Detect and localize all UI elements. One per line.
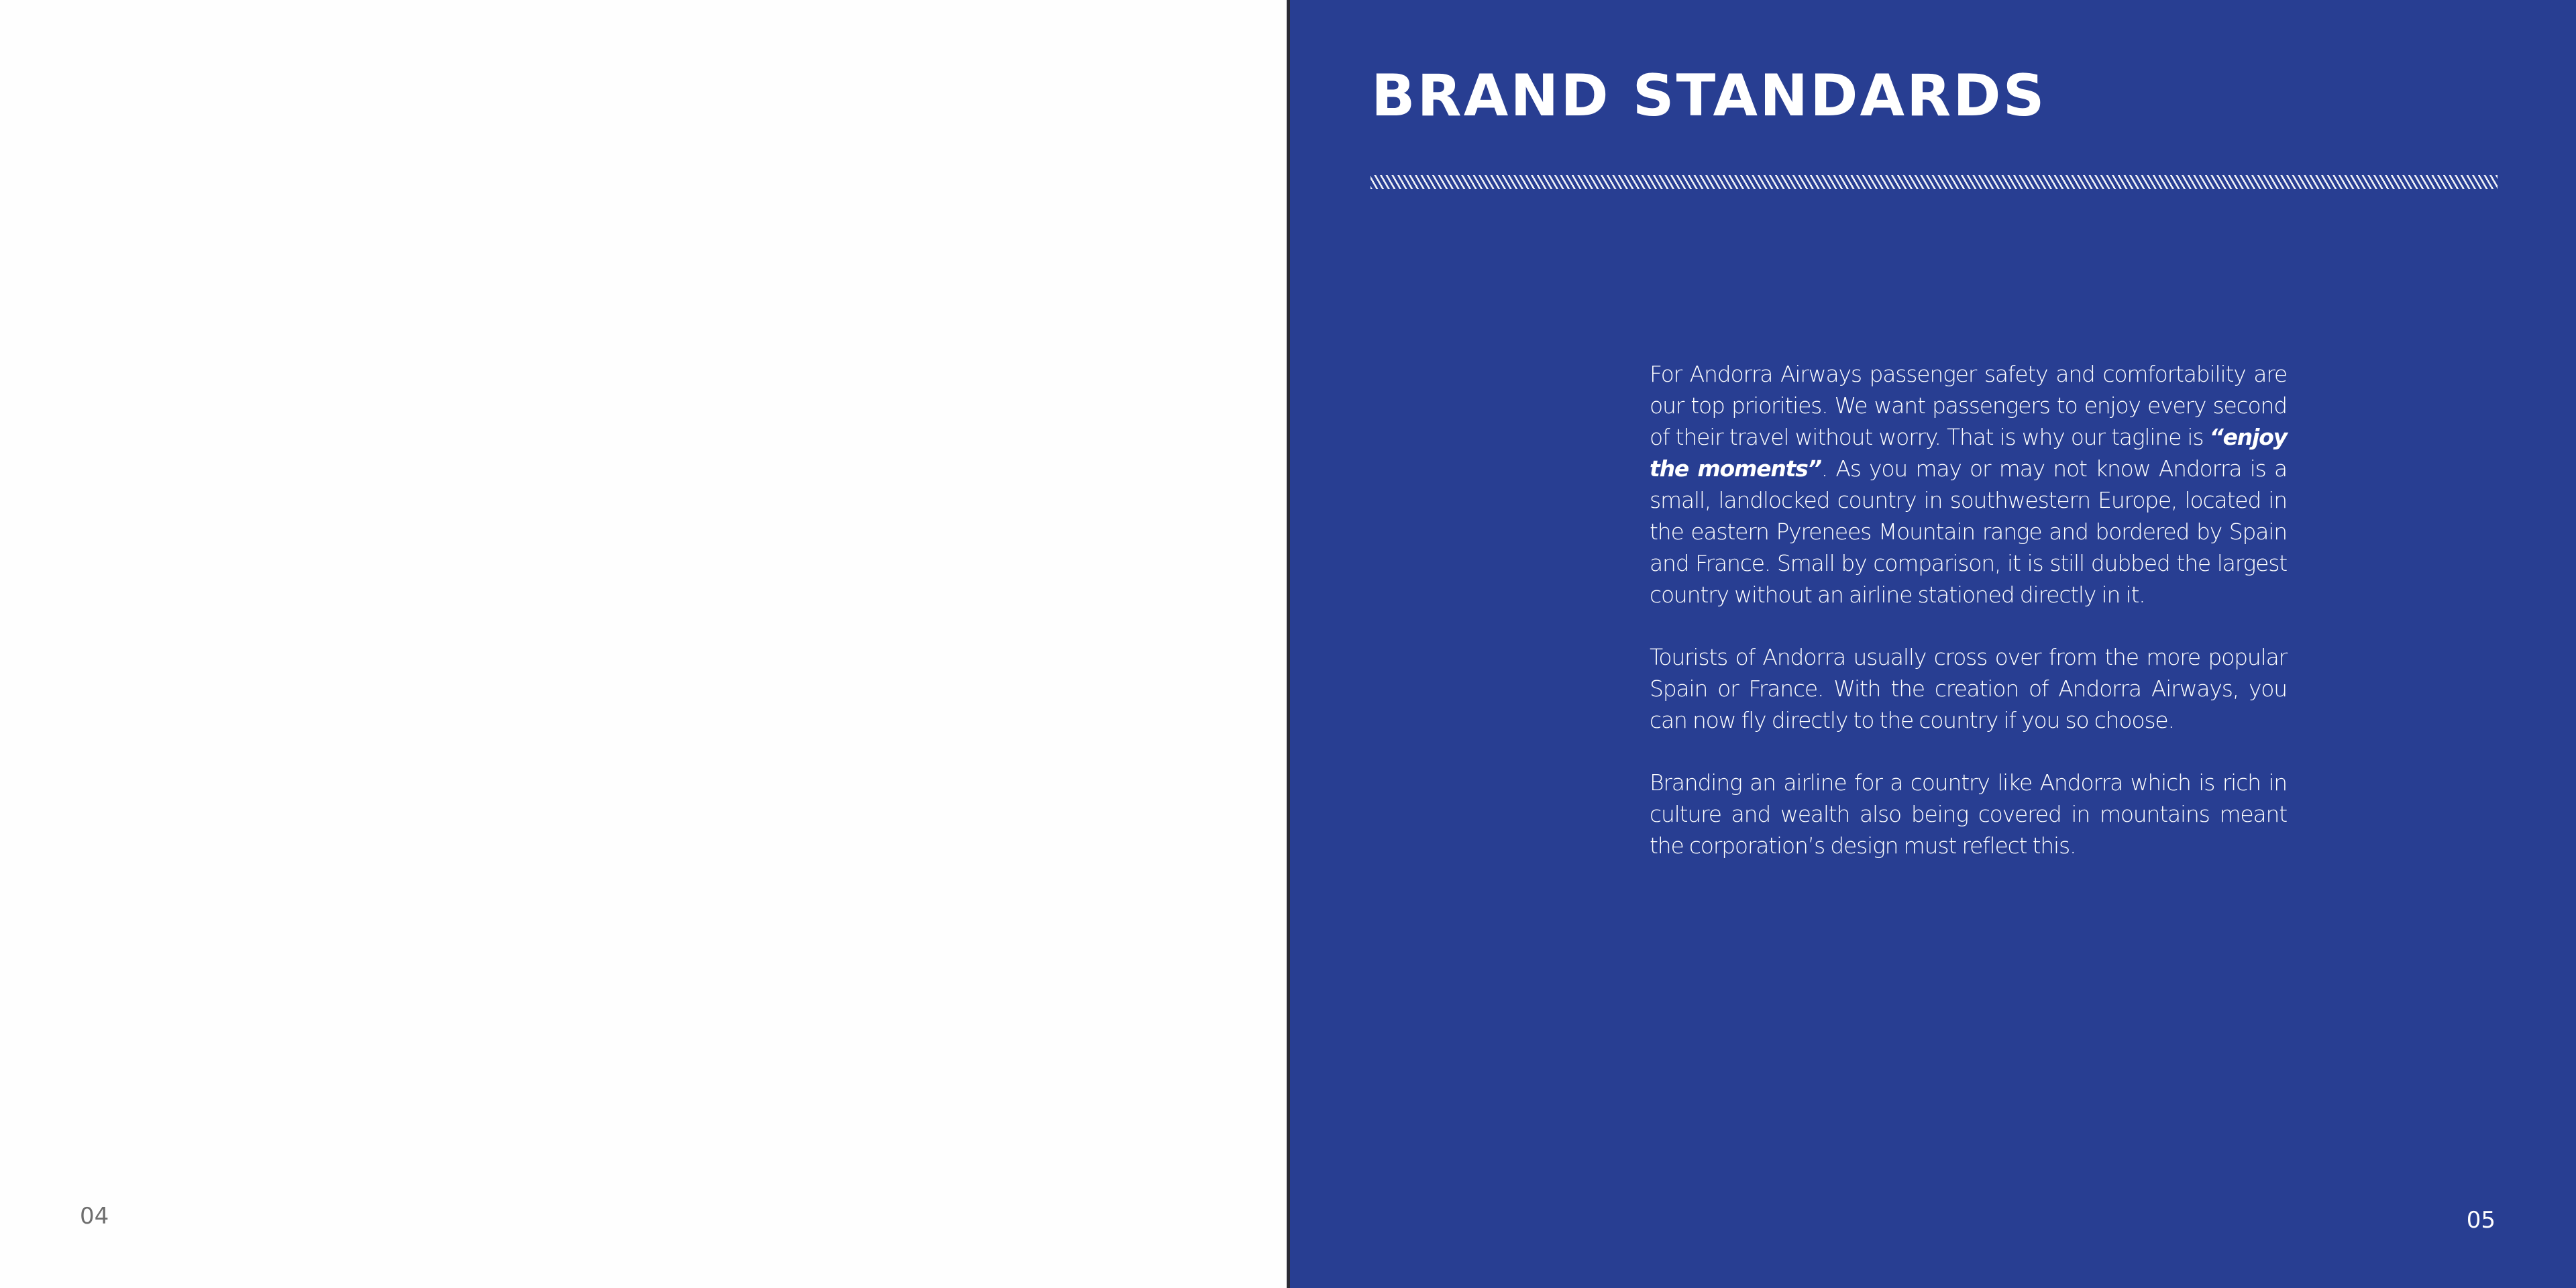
paragraph-branding: Branding an airline for a country like Andorra which is rich in culture and wealth also being covered in mountains meant the corporation’s design must reflect this. [1650, 769, 2287, 859]
right-page [1290, 0, 2576, 1288]
paragraph-intro [1650, 358, 2287, 610]
paragraph-intro-start: For Andorra Airways passenger safety and comfortability are our top priorities. We want passengers to enjoy every second of their travel without worry. That is why our tagline is [1650, 361, 2287, 450]
tagline-emphasis: “enjoy the moments” [1650, 424, 2287, 482]
paragraph-tourists: Tourists of Andorra usually cross over from the more popular Spain or France. With the creation of Andorra Airways, you can now fly directly to the country if you so choose. [1650, 644, 2287, 733]
page-title: BRAND STANDARDS [1371, 62, 2047, 129]
body-text [1650, 358, 2287, 861]
page-number-left: 04 [80, 1203, 109, 1230]
hatched-divider [1371, 175, 2498, 189]
page-number-right: 05 [2466, 1207, 2496, 1234]
left-page [0, 0, 1287, 1288]
paragraph-intro-end: . As you may or may not know Andorra is a small, landlocked country in southwestern Europe, located in the eastern Pyrenees Mountain range and bordered by Spain and France. Small by comparison, it is still dubbed the largest country without an airline stationed directly in it. [1650, 455, 2287, 608]
